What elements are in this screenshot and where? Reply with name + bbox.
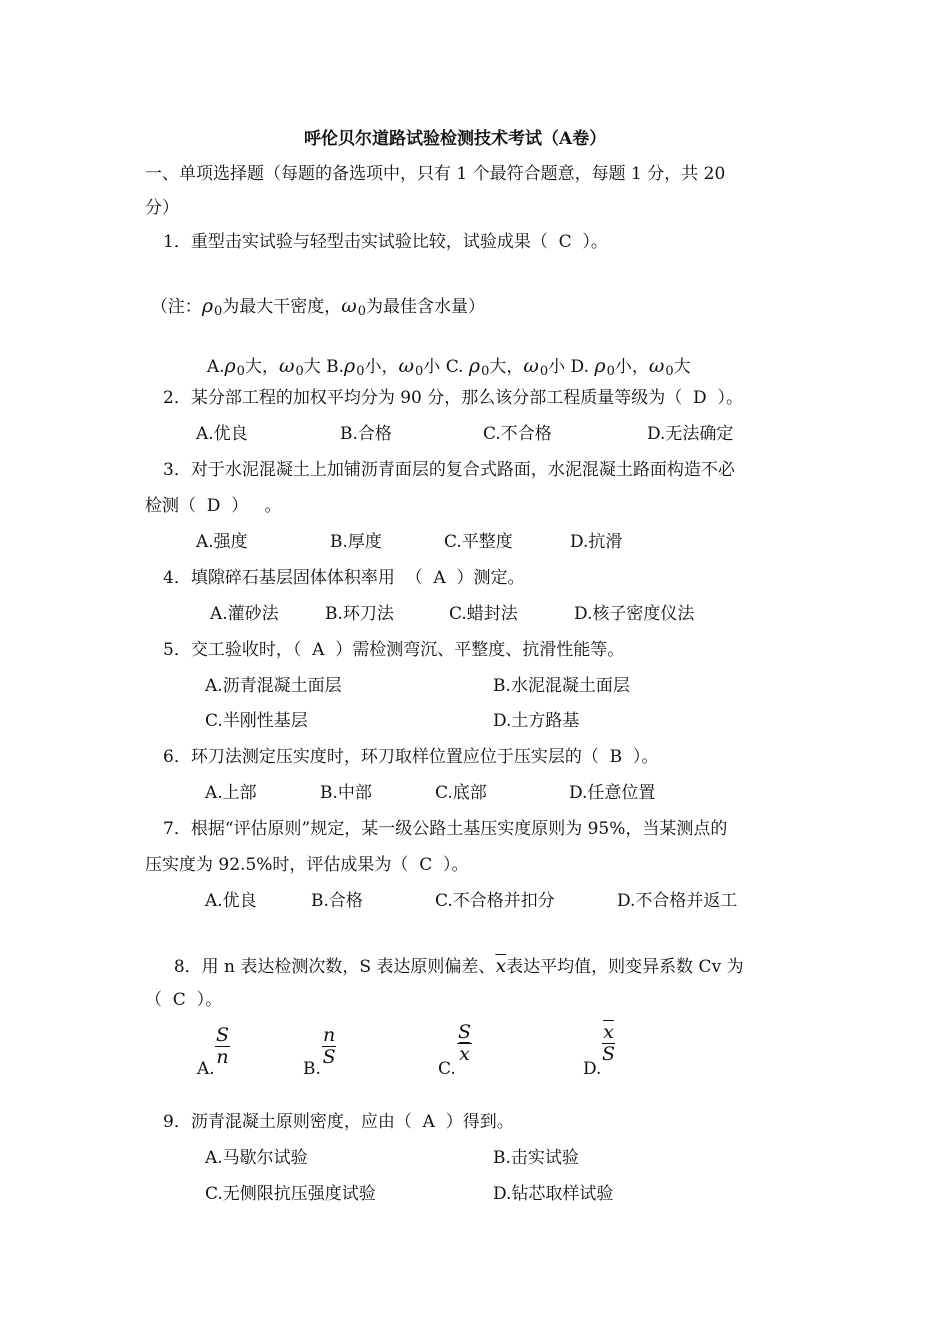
rho-subscript: 0 (236, 364, 245, 379)
q7-option-a: A.优良 (205, 891, 257, 911)
fraction-numerator: n (323, 1024, 336, 1046)
q9-option-c: C.无侧限抗压强度试验 (205, 1184, 376, 1204)
q8-stem-line1 (163, 933, 744, 978)
q7-option-b: B.合格 (311, 891, 363, 911)
q8-option-d-label: D. (583, 1059, 602, 1079)
q1-option-a-w1: 大， (244, 357, 279, 377)
q7-option-c: C.不合格并扣分 (435, 891, 555, 911)
q7-stem-line1: 7．根据“评估原则”规定，某一级公路土基压实度原则为 95%，当某测点的 (163, 819, 728, 839)
rho-symbol: ρ (468, 355, 481, 377)
q1-option-b-label: B. (326, 357, 345, 377)
q3-stem-line1: 3．对于水泥混凝土上加铺沥青面层的复合式路面，水泥混凝土路面构造不必 (163, 460, 735, 480)
q4-option-a: A.灌砂法 (210, 604, 279, 624)
rho-subscript: 0 (213, 304, 223, 319)
q1-option-b-w1: 小， (364, 357, 399, 377)
q8-option-a-fraction (215, 1025, 230, 1068)
q8-option-d-fraction (602, 1022, 615, 1065)
q5-option-d: D.土方路基 (493, 711, 580, 731)
q8-option-c-label: C. (438, 1059, 456, 1079)
q9-stem: 9．沥青混凝土原则密度，应由（ A ）得到。 (163, 1112, 514, 1132)
q6-option-d: D.任意位置 (569, 783, 656, 803)
q5-option-a: A.沥青混凝土面层 (205, 676, 342, 696)
rho-symbol: ρ (344, 355, 356, 377)
q5-option-c: C.半刚性基层 (205, 711, 308, 731)
omega-subscript: 0 (295, 364, 304, 379)
q6-stem: 6．环刀法测定压实度时，环刀取样位置应位于压实层的（ B ）。 (163, 747, 659, 767)
section-heading-line2: 分） (145, 198, 179, 218)
xbar-symbol: $\overline{x}$ (495, 955, 507, 977)
rho-subscript: 0 (356, 364, 365, 379)
q9-option-a: A.马歇尔试验 (205, 1148, 308, 1168)
q6-option-c: C.底部 (435, 783, 487, 803)
q1-option-d-label: D. (570, 357, 589, 377)
omega-subscript: 0 (357, 304, 367, 319)
q3-option-a: A.强度 (196, 532, 248, 552)
q8-stem-line2: （ C ）。 (145, 990, 223, 1010)
q3-stem-line2: 检测（ D ） 。 (145, 496, 282, 516)
omega-subscript: 0 (665, 364, 674, 379)
q7-stem-line2: 压实度为 92.5%时，评估成果为（ C ）。 (145, 855, 469, 875)
q1-option-c-label: C. (445, 357, 464, 377)
q1-option-c-w2: 小 (548, 357, 566, 377)
exam-title: 呼伦贝尔道路试验检测技术考试（A卷） (304, 129, 607, 149)
q4-stem: 4．填隙碎石基层固体体积率用 （ A ）测定。 (163, 568, 525, 588)
q1-note-prefix: （注： (150, 297, 202, 317)
omega-symbol: ω (278, 355, 295, 377)
omega-symbol: ω (648, 355, 665, 377)
q6-option-a: A.上部 (205, 783, 257, 803)
q3-option-d: D.抗滑 (570, 532, 623, 552)
q8-option-a-label: A. (197, 1059, 215, 1079)
q9-option-d: D.钻芯取样试验 (493, 1184, 614, 1204)
omega-symbol: ω (398, 355, 414, 377)
q4-option-c: C.蜡封法 (449, 604, 518, 624)
q1-option-c-w1: 大， (489, 357, 524, 377)
q8-stem-post: 表达平均值，则变异系数 Cv 为 (506, 957, 744, 977)
q2-stem: 2．某分部工程的加权平均分为 90 分，那么该分部工程质量等级为（ D ）。 (163, 388, 743, 408)
rho-symbol: ρ (224, 355, 236, 377)
fraction-numerator: S (458, 1021, 472, 1043)
rho-symbol: ρ (201, 295, 213, 317)
q4-option-d: D.核子密度仪法 (574, 604, 695, 624)
q1-options (196, 333, 691, 380)
rho-subscript: 0 (606, 364, 615, 379)
q1-option-a-label: A. (206, 357, 225, 377)
fraction-numerator: S (216, 1024, 230, 1046)
q8-option-b-fraction (322, 1025, 336, 1068)
q4-option-b: B.环刀法 (325, 604, 394, 624)
q6-option-b: B.中部 (320, 783, 372, 803)
q5-option-b: B.水泥混凝土面层 (493, 676, 630, 696)
omega-symbol: ω (523, 355, 539, 377)
q1-option-a-w2: 大 (303, 357, 321, 377)
omega-symbol: ω (341, 295, 357, 317)
omega-subscript: 0 (415, 364, 424, 379)
rho-symbol: ρ (594, 355, 606, 377)
fraction-denominator: x (459, 1043, 470, 1065)
q2-option-c: C.不合格 (483, 424, 552, 444)
q3-option-b: B.厚度 (330, 532, 382, 552)
q1-option-d-w1: 小， (614, 357, 649, 377)
q5-stem: 5．交工验收时，（ A ）需检测弯沉、平整度、抗滑性能等。 (163, 640, 625, 660)
q8-stem-pre: 8．用 n 表达检测次数，S 表达原则偏差、 (173, 957, 496, 977)
rho-subscript: 0 (481, 364, 490, 379)
q8-option-c-fraction (457, 1022, 472, 1065)
fraction-numerator: $\overline{x}$ (603, 1021, 614, 1043)
q1-stem: 1．重型击实试验与轻型击实试验比较，试验成果（ C ）。 (163, 232, 608, 252)
q1-note-mid: 为最大干密度， (222, 297, 342, 317)
q8-option-b-label: B. (303, 1059, 321, 1079)
q7-option-d: D.不合格并返工 (617, 891, 738, 911)
q2-option-d: D.无法确定 (647, 424, 734, 444)
q1-option-d-w2: 大 (673, 357, 691, 377)
q3-option-c: C.平整度 (444, 532, 513, 552)
section-heading-line1: 一、单项选择题（每题的备选项中，只有 1 个最符合题意，每题 1 分，共 20 (145, 164, 726, 184)
fraction-denominator: S (602, 1043, 616, 1065)
fraction-denominator: n (216, 1046, 229, 1068)
q9-option-b: B.击实试验 (493, 1148, 579, 1168)
q2-option-b: B.合格 (340, 424, 392, 444)
fraction-denominator: S (322, 1046, 336, 1068)
q1-option-b-w2: 小 (423, 357, 441, 377)
omega-subscript: 0 (539, 364, 549, 379)
q2-option-a: A.优良 (196, 424, 248, 444)
q1-note-suffix: 为最佳含水量） (366, 297, 486, 317)
q1-note (140, 273, 485, 320)
